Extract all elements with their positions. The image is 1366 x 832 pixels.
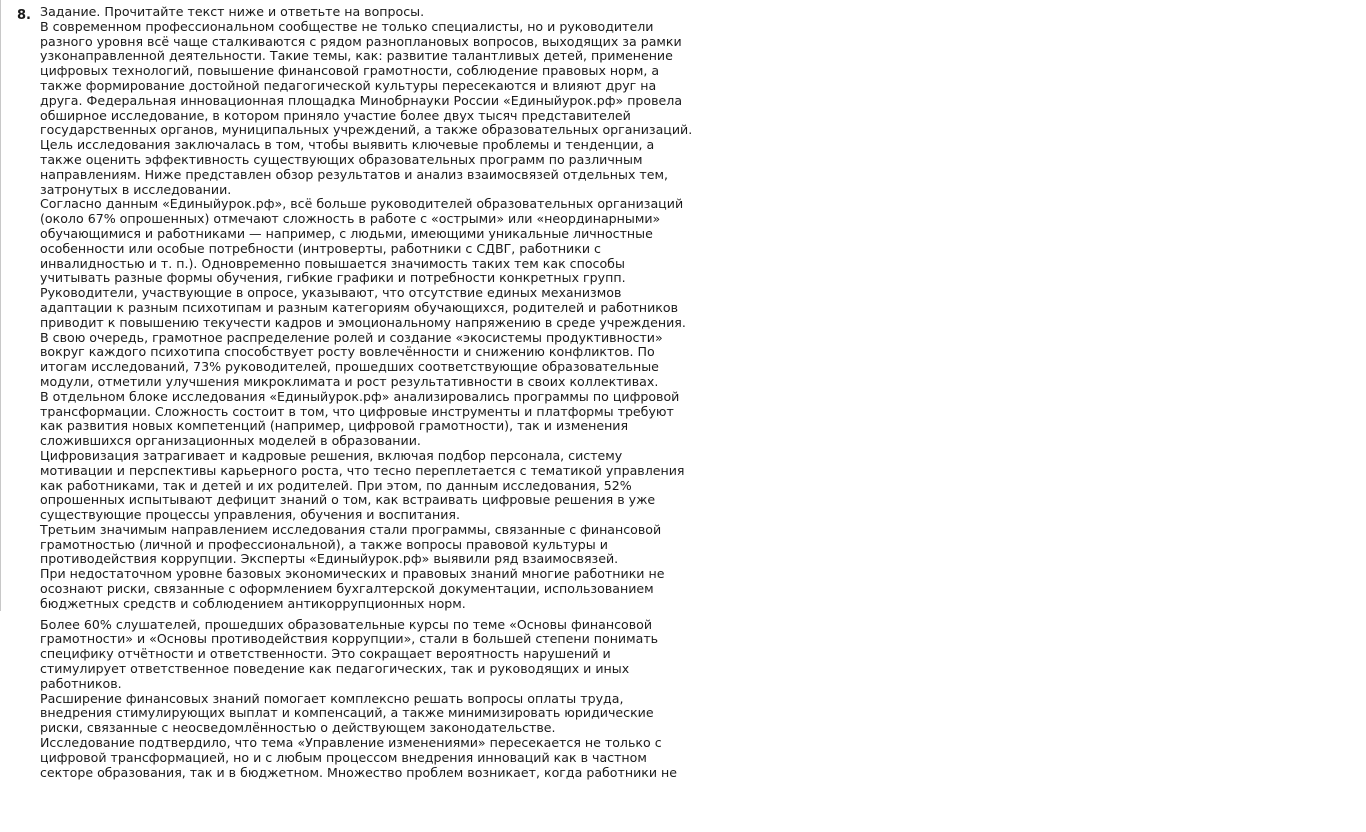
text-line: модули, отметили улучшения микроклимата и рост результативности в своих коллективах. — [40, 373, 659, 389]
text-line: как работниками, так и детей и их родителей. При этом, по данным исследования, 52% — [40, 477, 632, 493]
text-line: затронутых в исследовании. — [40, 181, 232, 197]
text-line: Цифровизация затрагивает и кадровые решения, включая подбор персонала, систему — [40, 447, 623, 463]
question-number: 8. — [17, 8, 31, 23]
text-line: риски, связанные с неосведомлённостью о действующем законодательстве. — [40, 720, 556, 736]
text-line: трансформации. Сложность состоит в том, что цифровые инструменты и платформы требуют — [40, 403, 674, 419]
text-line: (около 67% опрошенных) отмечают сложность в работе с «острыми» или «неординарными» — [40, 211, 661, 227]
text-line: направлениям. Ниже представлен обзор результатов и анализ взаимосвязей отдельных тем, — [40, 166, 669, 182]
text-line: В современном профессиональном сообществе не только специалисты, но и руководители — [40, 18, 654, 34]
text-line: специфику отчётности и ответственности. Это сокращает вероятность нарушений и — [40, 646, 611, 662]
text-line: как развития новых компетенций (например, цифровой грамотности), так и изменения — [40, 418, 629, 434]
task-text — [40, 4, 740, 780]
text-line: адаптации к разным психотипам и разным категориям обучающихся, родителей и работников — [40, 299, 679, 315]
text-line: осознают риски, связанные с оформлением бухгалтерской документации, использованием — [40, 581, 654, 597]
text-line: сложившихся организационных моделей в образовании. — [40, 433, 421, 449]
text-line: При недостаточном уровне базовых экономических и правовых знаний многие работники не — [40, 566, 665, 582]
text-line: также формирование достойной педагогической культуры пересекаются и влияют друг на — [40, 77, 657, 93]
text-line: В свою очередь, грамотное распределение ролей и создание «экосистемы продуктивности» — [40, 329, 663, 345]
text-line: секторе образования, так и в бюджетном. Множество проблем возникает, когда работники не — [40, 764, 678, 780]
text-line: Исследование подтвердило, что тема «Управление изменениями» пересекается не только с — [40, 735, 662, 751]
text-line: существующие процессы управления, обучения и воспитания. — [40, 507, 461, 523]
text-line: обширное исследование, в котором приняло участие более двух тысяч представителей — [40, 107, 631, 123]
text-line: грамотностью (личной и профессиональной), а также вопросы правовой культуры и — [40, 536, 608, 552]
text-line: противодействия коррупции. Эксперты «Единыйурок.рф» выявили ряд взаимосвязей. — [40, 551, 619, 567]
text-line: Более 60% слушателей, прошедших образовательные курсы по теме «Основы финансовой — [40, 616, 653, 632]
text-line: внедрения стимулирующих выплат и компенсаций, а также минимизировать юридические — [40, 705, 654, 721]
text-line: узконаправленной деятельности. Такие темы, как: развитие талантливых детей, применение — [40, 48, 673, 64]
text-line: опрошенных испытывают дефицит знаний о том, как встраивать цифровые решения в уже — [40, 492, 656, 508]
text-line: также оценить эффективность существующих образовательных программ по различным — [40, 151, 643, 167]
text-line: Задание. Прочитайте текст ниже и ответьте на вопросы. — [40, 4, 425, 19]
text-line: особенности или особые потребности (интроверты, работники с СДВГ, работники с — [40, 240, 601, 256]
left-border-line — [0, 0, 1, 611]
text-line: учитывать разные формы обучения, гибкие графики и потребности конкретных групп. — [40, 270, 626, 286]
text-line: друга. Федеральная инновационная площадка Минобрнауки России «Единыйурок.рф» провела — [40, 92, 683, 108]
text-line: приводит к повышению текучести кадров и эмоциональному напряжению в среде учреждения. — [40, 314, 686, 330]
text-line: итогам исследований, 73% руководителей, прошедших соответствующие образовательные — [40, 359, 659, 375]
text-line: бюджетных средств и соблюдением антикоррупционных норм. — [40, 595, 466, 611]
text-line: разного уровня всё чаще сталкиваются с рядом разноплановых вопросов, выходящих за рамки — [40, 33, 682, 49]
text-line: вокруг каждого психотипа способствует росту вовлечённости и снижению конфликтов. По — [40, 344, 655, 360]
text-line: обучающимися и работниками — например, с людьми, имеющими уникальные личностные — [40, 225, 653, 241]
text-line: Цель исследования заключалась в том, чтобы выявить ключевые проблемы и тенденции, а — [40, 137, 655, 153]
text-block-2 — [40, 618, 740, 781]
text-line: грамотности» и «Основы противодействия коррупции», стали в большей степени понимать — [40, 631, 659, 647]
text-line: цифровых технологий, повышение финансовой грамотности, соблюдение правовых норм, а — [40, 63, 660, 79]
text-line: инвалидностью и т. п.). Одновременно повышается значимость таких тем как способы — [40, 255, 625, 271]
text-line: В отдельном блоке исследования «Единыйурок.рф» анализировались программы по цифровой — [40, 388, 680, 404]
text-line: цифровой трансформацией, но и с любым процессом внедрения инноваций как в частном — [40, 749, 647, 765]
text-line: Расширение финансовых знаний помогает комплексно решать вопросы оплаты труда, — [40, 690, 624, 706]
text-line: Третьим значимым направлением исследования стали программы, связанные с финансовой — [40, 521, 662, 537]
text-line: мотивации и перспективы карьерного роста, что тесно переплетается с тематикой управления — [40, 462, 685, 478]
text-line: работников. — [40, 675, 122, 691]
text-line: государственных органов, муниципальных учреждений, а также образовательных организаций. — [40, 122, 693, 138]
text-line: Руководители, участвующие в опросе, указывают, что отсутствие единых механизмов — [40, 285, 622, 301]
text-line: Согласно данным «Единыйурок.рф», всё больше руководителей образовательных организаций — [40, 196, 684, 212]
text-block-1 — [40, 5, 740, 612]
text-line: стимулирует ответственное поведение как педагогических, так и руководящих и иных — [40, 661, 630, 677]
